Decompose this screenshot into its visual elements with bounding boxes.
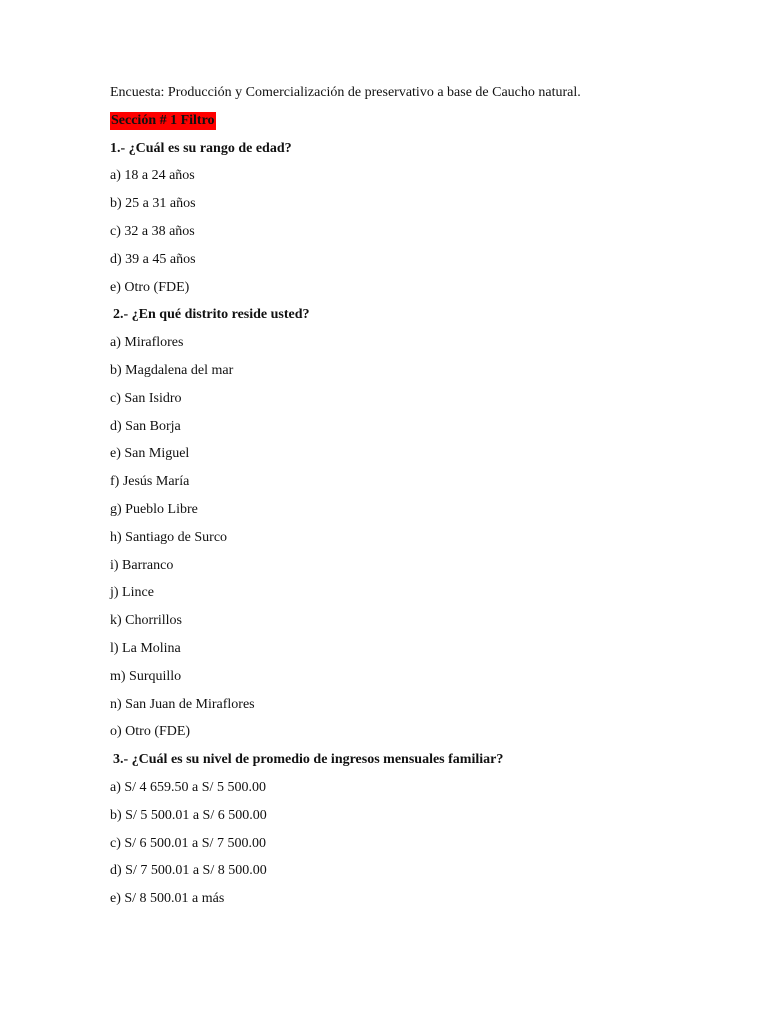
q2-option-h: h) Santiago de Surco: [110, 529, 228, 545]
question-2: 2.- ¿En qué distrito reside usted?: [113, 307, 310, 323]
q3-option-e: e) S/ 8 500.01 a más: [110, 891, 225, 907]
q2-option-g: g) Pueblo Libre: [110, 501, 198, 517]
q3-option-b: b) S/ 5 500.01 a S/ 6 500.00: [110, 807, 267, 823]
q2-option-j: j) Lince: [110, 585, 154, 601]
q1-option-e: e) Otro (FDE): [110, 279, 190, 295]
q1-option-b: b) 25 a 31 años: [110, 196, 196, 212]
q2-option-o: o) Otro (FDE): [110, 724, 191, 740]
document-page: [110, 84, 730, 918]
section-heading: Sección # 1 Filtro: [111, 112, 215, 128]
q2-option-i: i) Barranco: [110, 557, 174, 573]
q2-option-e: e) San Miguel: [110, 446, 190, 462]
q2-option-f: f) Jesús María: [110, 474, 190, 490]
section-heading-row: [110, 112, 730, 130]
q2-option-b: b) Magdalena del mar: [110, 362, 234, 378]
q2-option-l: l) La Molina: [110, 640, 181, 656]
q2-option-m: m) Surquillo: [110, 668, 182, 684]
survey-title: Encuesta: Producción y Comercialización de preservativo a base de Caucho natural.: [110, 85, 581, 100]
q3-option-c: c) S/ 6 500.01 a S/ 7 500.00: [110, 835, 266, 851]
q1-option-a: a) 18 a 24 años: [110, 168, 195, 184]
q1-option-d: d) 39 a 45 años: [110, 251, 196, 267]
q3-option-d: d) S/ 7 500.01 a S/ 8 500.00: [110, 863, 267, 879]
q2-option-n: n) San Juan de Miraflores: [110, 696, 255, 712]
q2-option-c: c) San Isidro: [110, 390, 182, 406]
question-1: 1.- ¿Cuál es su rango de edad?: [110, 140, 292, 156]
q3-option-a: a) S/ 4 659.50 a S/ 5 500.00: [110, 779, 266, 795]
q1-option-c: c) 32 a 38 años: [110, 223, 195, 239]
q2-option-k: k) Chorrillos: [110, 613, 182, 629]
q2-option-d: d) San Borja: [110, 418, 181, 434]
q2-option-a: a) Miraflores: [110, 335, 184, 351]
question-3: 3.- ¿Cuál es su nivel de promedio de ingresos mensuales familiar?: [113, 752, 504, 768]
